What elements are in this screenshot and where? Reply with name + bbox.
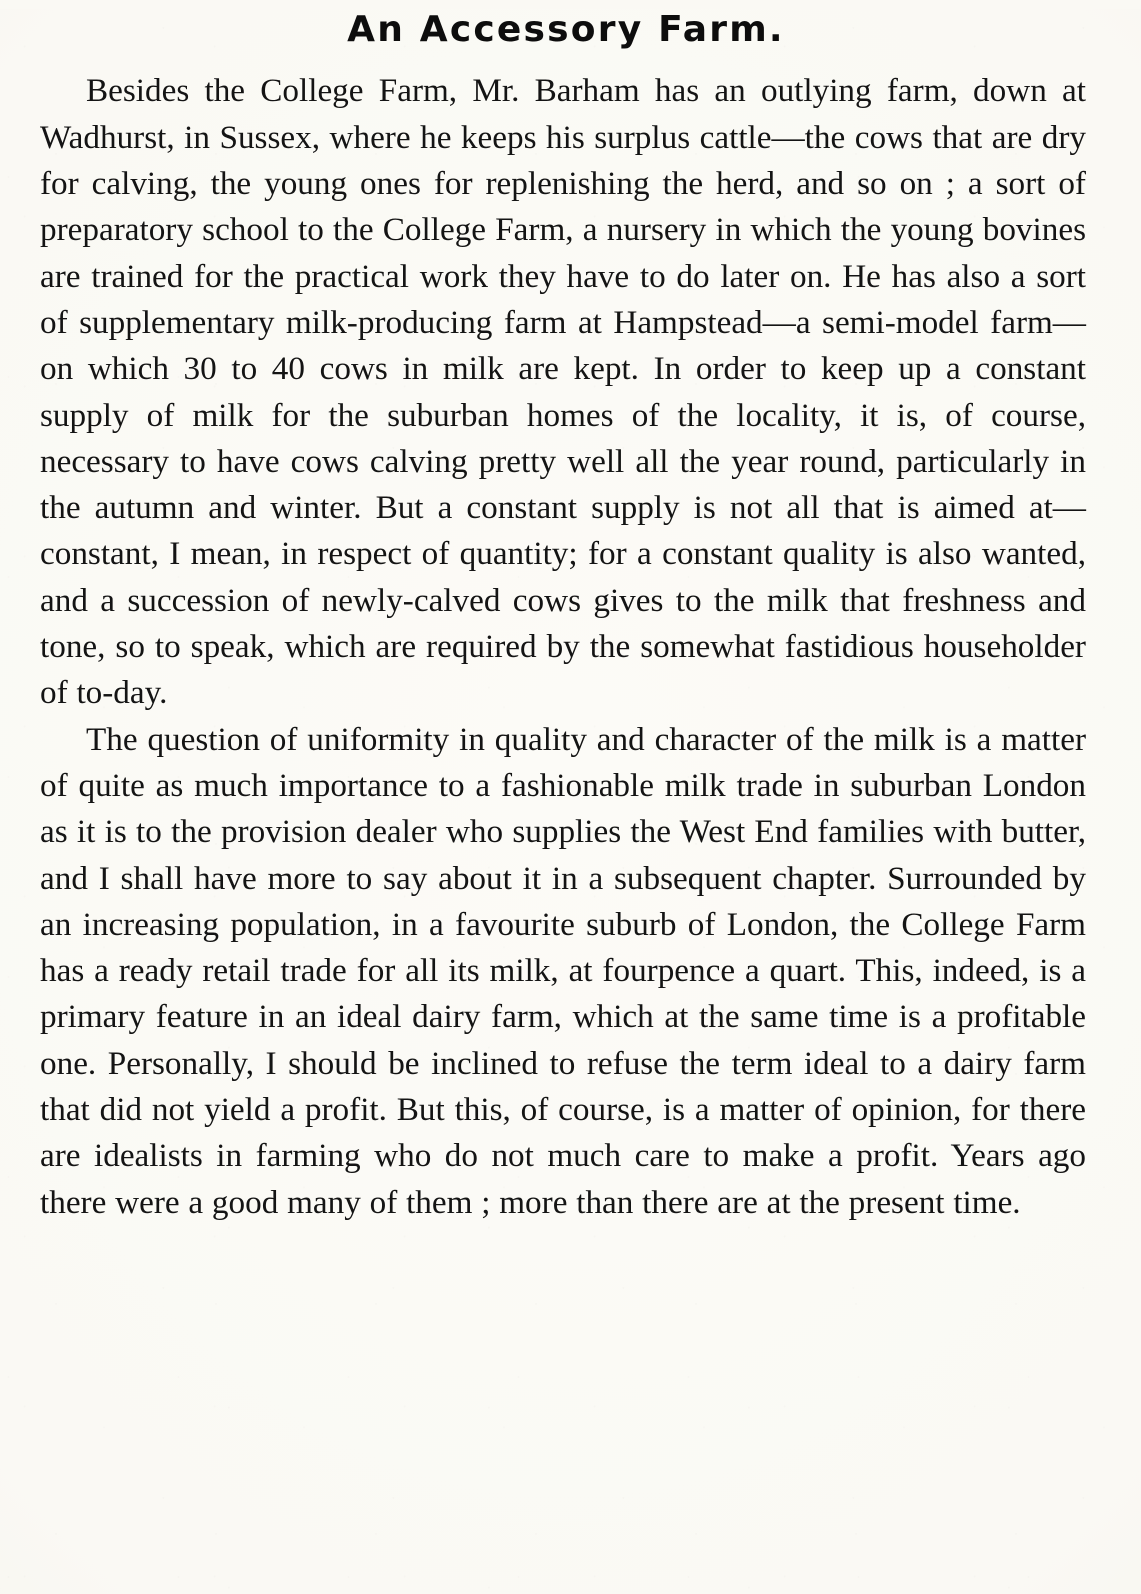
page-content: [0, 9, 1141, 1226]
page-title: An Accessory Farm.: [347, 9, 785, 50]
body-paragraph-1: Besides the College Farm, Mr. Barham has an outlying farm, down at Wadhurst, in Sussex, where he keeps his surplus cattle—the cows that are dry for calving, the young ones for replenishing the herd, and so on ; a sort of preparatory school to the College Farm, a nursery in which the young bovines are trained for the practical work they have to do later on. He has also a sort of supplementary milk-producing farm at Hampstead—a semi-model farm—on which 30 to 40 cows in milk are kept. In order to keep up a constant supply of milk for the suburban homes of the locality, it is, of course, necessary to have cows calving pretty well all the year round, particularly in the autumn and winter. But a constant supply is not all that is aimed at—constant, I mean, in respect of quantity; for a constant quality is also wanted, and a succession of newly-calved cows gives to the milk that freshness and tone, so to speak, which are required by the somewhat fastidious householder of to-day.: [40, 72, 1086, 712]
body-paragraph-2: The question of uniformity in quality and character of the milk is a matter of quite as much importance to a fashionable milk trade in suburban London as it is to the provision dealer who supplies the West End families with butter, and I shall have more to say about it in a subsequent chapter. Surrounded by an increasing population, in a favourite suburb of London, the College Farm has a ready retail trade for all its milk, at fourpence a quart. This, indeed, is a primary feature in an ideal dairy farm, which at the same time is a profitable one. Personally, I should be inclined to refuse the term ideal to a dairy farm that did not yield a profit. But this, of course, is a matter of opinion, for there are idealists in farming who do not much care to make a profit. Years ago there were a good many of them ; more than there are at the present time.: [40, 720, 1086, 1221]
scanned-book-page: [0, 9, 1141, 1594]
